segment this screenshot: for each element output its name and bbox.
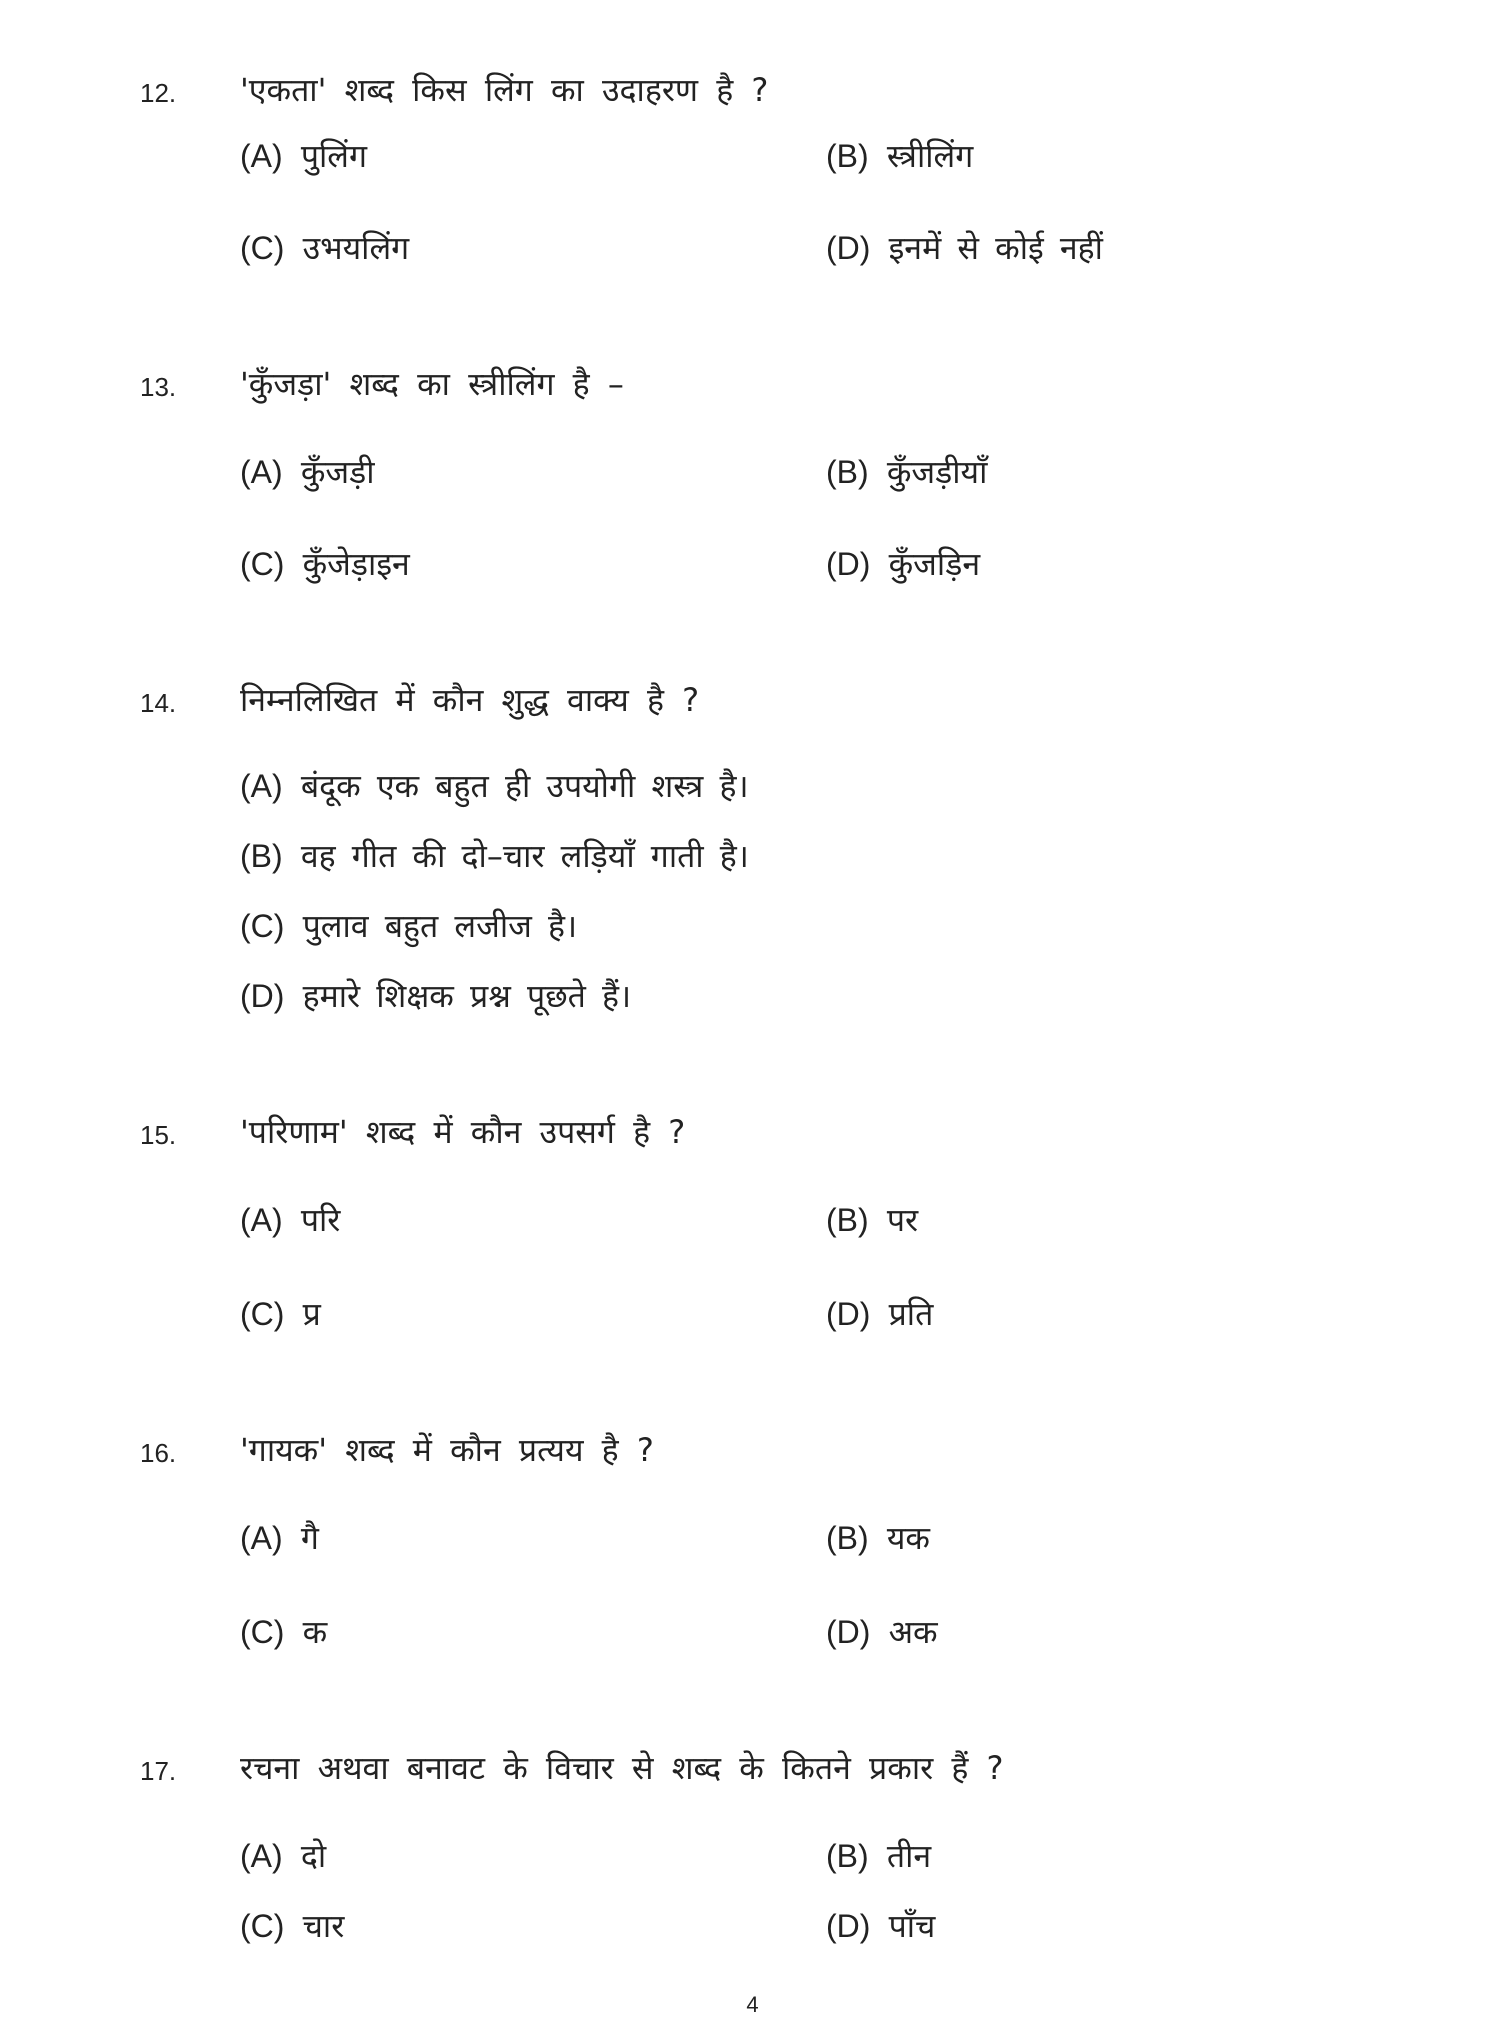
option-label: (A) bbox=[240, 138, 283, 174]
page-number: 4 bbox=[746, 1992, 759, 2017]
option-label: (C) bbox=[240, 908, 285, 944]
question-number: 12. bbox=[140, 78, 177, 108]
option-label: (B) bbox=[826, 1202, 869, 1238]
option-b[interactable] bbox=[826, 1834, 931, 1877]
question-text: 'परिणाम' शब्द में कौन उपसर्ग है ? bbox=[240, 1113, 686, 1151]
option-label: (A) bbox=[240, 768, 283, 804]
option-c[interactable] bbox=[240, 1904, 344, 1947]
option-b[interactable] bbox=[826, 1198, 918, 1241]
option-label: (B) bbox=[826, 1838, 869, 1874]
question-text: 'कुँजड़ा' शब्द का स्त्रीलिंग है – bbox=[240, 365, 624, 403]
option-d[interactable] bbox=[826, 1610, 938, 1653]
option-c[interactable] bbox=[240, 904, 577, 947]
option-text: पुलाव बहुत लजीज है। bbox=[302, 907, 578, 945]
question-text: निम्नलिखित में कौन शुद्ध वाक्य है ? bbox=[240, 681, 700, 719]
option-b[interactable] bbox=[240, 834, 749, 877]
option-text: कुँजेड़ाइन bbox=[302, 545, 410, 583]
option-label: (A) bbox=[240, 1520, 283, 1556]
question-stem bbox=[0, 1424, 1505, 1484]
option-a[interactable] bbox=[240, 764, 749, 807]
option-label: (B) bbox=[826, 138, 869, 174]
option-text: दो bbox=[300, 1837, 327, 1875]
option-text: इनमें से कोई नहीं bbox=[888, 229, 1103, 267]
question-stem bbox=[0, 674, 1505, 734]
option-text: कुँजड़ीयाँ bbox=[886, 453, 988, 491]
option-d[interactable] bbox=[826, 542, 980, 585]
option-d[interactable] bbox=[826, 1904, 935, 1947]
option-text: अक bbox=[888, 1613, 938, 1651]
option-label: (C) bbox=[240, 1908, 285, 1944]
question-text: रचना अथवा बनावट के विचार से शब्द के कितने प्रकार हैं ? bbox=[240, 1749, 1004, 1787]
option-label: (A) bbox=[240, 1838, 283, 1874]
question-number: 16. bbox=[140, 1438, 177, 1468]
question-stem bbox=[0, 1742, 1505, 1802]
option-text: वह गीत की दो–चार लड़ियाँ गाती है। bbox=[300, 837, 749, 875]
option-d[interactable] bbox=[240, 974, 631, 1017]
question-stem bbox=[0, 64, 1505, 124]
option-text: क bbox=[302, 1613, 328, 1651]
option-label: (B) bbox=[240, 838, 283, 874]
option-text: बंदूक एक बहुत ही उपयोगी शस्त्र है। bbox=[300, 767, 749, 805]
option-b[interactable] bbox=[826, 450, 987, 493]
option-c[interactable] bbox=[240, 542, 410, 585]
option-text: चार bbox=[302, 1907, 345, 1945]
option-label: (C) bbox=[240, 1614, 285, 1650]
option-d[interactable] bbox=[826, 1292, 933, 1335]
option-c[interactable] bbox=[240, 1292, 321, 1335]
question-text: 'एकता' शब्द किस लिंग का उदाहरण है ? bbox=[240, 71, 769, 109]
option-text: प्र bbox=[302, 1295, 321, 1333]
option-label: (C) bbox=[240, 546, 285, 582]
option-text: हमारे शिक्षक प्रश्न पूछते हैं। bbox=[302, 977, 632, 1015]
option-text: उभयलिंग bbox=[302, 229, 410, 267]
question-number: 13. bbox=[140, 372, 177, 402]
option-text: पुलिंग bbox=[300, 137, 368, 175]
question-stem bbox=[0, 1106, 1505, 1166]
option-label: (D) bbox=[826, 1296, 871, 1332]
option-text: पाँच bbox=[888, 1907, 936, 1945]
option-text: परि bbox=[300, 1201, 341, 1239]
option-label: (D) bbox=[826, 1908, 871, 1944]
option-a[interactable] bbox=[240, 450, 375, 493]
option-label: (B) bbox=[826, 454, 869, 490]
question-stem bbox=[0, 358, 1505, 418]
option-text: पर bbox=[886, 1201, 919, 1239]
option-d[interactable] bbox=[826, 226, 1103, 269]
option-a[interactable] bbox=[240, 134, 367, 177]
option-label: (D) bbox=[826, 546, 871, 582]
option-label: (B) bbox=[826, 1520, 869, 1556]
option-label: (C) bbox=[240, 1296, 285, 1332]
question-text: 'गायक' शब्द में कौन प्रत्यय है ? bbox=[240, 1431, 654, 1469]
option-c[interactable] bbox=[240, 1610, 327, 1653]
option-text: प्रति bbox=[888, 1295, 934, 1333]
option-label: (A) bbox=[240, 454, 283, 490]
option-label: (D) bbox=[240, 978, 285, 1014]
option-c[interactable] bbox=[240, 226, 409, 269]
option-label: (C) bbox=[240, 230, 285, 266]
option-a[interactable] bbox=[240, 1198, 340, 1241]
option-a[interactable] bbox=[240, 1834, 326, 1877]
option-label: (D) bbox=[826, 230, 871, 266]
option-text: कुँजड़ी bbox=[300, 453, 375, 491]
option-text: यक bbox=[886, 1519, 930, 1557]
option-a[interactable] bbox=[240, 1516, 319, 1559]
option-label: (A) bbox=[240, 1202, 283, 1238]
question-number: 15. bbox=[140, 1120, 177, 1150]
option-text: गै bbox=[300, 1519, 319, 1557]
question-number: 14. bbox=[140, 688, 177, 718]
option-b[interactable] bbox=[826, 1516, 930, 1559]
question-number: 17. bbox=[140, 1756, 177, 1786]
option-text: स्त्रीलिंग bbox=[886, 137, 974, 175]
option-label: (D) bbox=[826, 1614, 871, 1650]
option-b[interactable] bbox=[826, 134, 973, 177]
option-text: तीन bbox=[886, 1837, 932, 1875]
option-text: कुँजड़िन bbox=[888, 545, 981, 583]
